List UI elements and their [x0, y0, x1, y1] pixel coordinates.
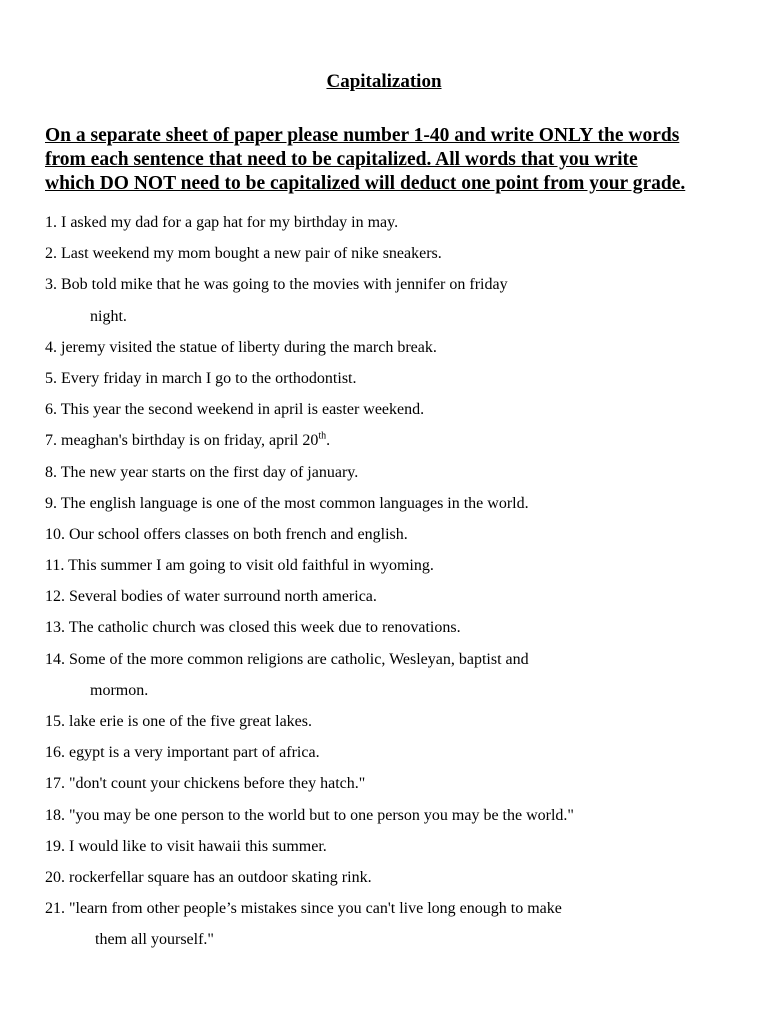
list-item-continuation: them all yourself." — [95, 931, 214, 949]
list-item — [45, 644, 745, 675]
sentence-text: 14. Some of the more common religions are catholic, Wesleyan, baptist and — [45, 650, 529, 668]
list-item-continuation: night. — [90, 307, 127, 325]
list-item — [45, 363, 745, 394]
list-item — [45, 425, 745, 456]
sentence-text: 7. meaghan's birthday is on friday, april 20 — [45, 432, 319, 450]
list-item — [45, 207, 745, 238]
sentence-text: 1. I asked my dad for a gap hat for my birthday in may. — [45, 214, 399, 231]
sentence-text: 6. This year the second weekend in april is easter weekend. — [45, 401, 425, 419]
list-item — [45, 612, 745, 643]
list-item — [45, 238, 745, 269]
sentence-text: 13. The catholic church was closed this week due to renovations. — [45, 619, 461, 637]
sentence-text: 17. "don't count your chickens before they hatch." — [45, 775, 366, 793]
sentence-text: 20. rockerfellar square has an outdoor skating rink. — [45, 868, 372, 886]
list-item — [45, 488, 745, 519]
sentence-text: 5. Every friday in march I go to the orthodontist. — [45, 369, 357, 387]
list-item — [45, 768, 745, 799]
list-item — [45, 550, 745, 581]
list-item — [45, 800, 745, 831]
instructions-line: from each sentence that need to be capitalized. All words that you write — [45, 149, 638, 170]
list-item — [45, 831, 745, 862]
list-item — [45, 862, 745, 893]
sentence-text: 11. This summer I am going to visit old faithful in wyoming. — [45, 557, 434, 575]
sentence-text: 16. egypt is a very important part of africa. — [45, 744, 320, 762]
list-item — [45, 737, 745, 768]
instructions-line: On a separate sheet of paper please number 1-40 and write ONLY the words — [45, 125, 680, 146]
page-title: Capitalization — [326, 71, 442, 92]
sentence-text: 19. I would like to visit hawaii this summer. — [45, 837, 327, 855]
sentence-text: 15. lake erie is one of the five great lakes. — [45, 713, 312, 730]
sentence-text: 2. Last weekend my mom bought a new pair of nike sneakers. — [45, 245, 442, 263]
sentence-text: 3. Bob told mike that he was going to the movies with jennifer on friday — [45, 276, 508, 294]
sentence-text: 21. "learn from other people’s mistakes since you can't live long enough to make — [45, 900, 562, 918]
list-item — [45, 394, 745, 425]
list-item — [45, 332, 745, 363]
list-item — [45, 269, 745, 300]
sentence-text: 10. Our school offers classes on both french and english. — [45, 525, 408, 543]
sentence-text: 18. "you may be one person to the world but to one person you may be the world." — [45, 806, 574, 824]
ordinal-suffix: th — [318, 430, 327, 442]
sentence-end: . — [326, 432, 331, 450]
list-item — [45, 706, 745, 737]
sentence-list — [45, 207, 745, 956]
list-item — [45, 519, 745, 550]
list-item — [45, 581, 745, 612]
sentence-text: 9. The english language is one of the most common languages in the world. — [45, 494, 529, 512]
instructions — [45, 124, 745, 196]
sentence-text: 8. The new year starts on the first day of january. — [45, 463, 359, 481]
instructions-line: which DO NOT need to be capitalized will deduct one point from your grade. — [45, 173, 686, 194]
list-item-continuation: mormon. — [90, 681, 149, 699]
list-item — [45, 893, 745, 924]
sentence-text: 12. Several bodies of water surround north america. — [45, 588, 377, 606]
sentence-text: 4. jeremy visited the statue of liberty during the march break. — [45, 338, 437, 356]
list-item — [45, 457, 745, 488]
